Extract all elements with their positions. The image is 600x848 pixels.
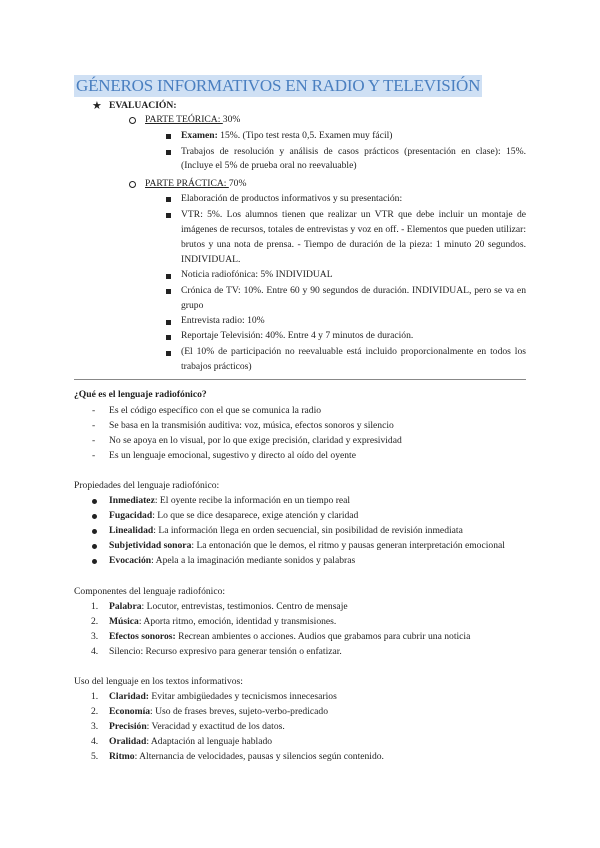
- teorica-item-bold: Examen:: [181, 130, 218, 141]
- componente-item: [109, 630, 470, 644]
- uso-number: 4.: [91, 736, 99, 747]
- uso-desc: : Alternancia de velocidades, pausas y silencios según contenido.: [134, 751, 384, 762]
- propiedad-desc: : Apela a la imaginación mediante sonidos y palabras: [151, 555, 356, 566]
- propiedad-term: Evocación: [109, 555, 152, 566]
- practica-item: Noticia radiofónica: 5% INDIVIDUAL: [181, 269, 333, 280]
- square-bullet-icon: [166, 320, 171, 325]
- square-bullet-icon: [166, 213, 171, 218]
- square-bullet-icon: [166, 150, 171, 155]
- propiedad-item: [109, 494, 350, 508]
- componente-term: Efectos sonoros:: [109, 631, 176, 642]
- uso-item: [109, 690, 337, 704]
- lenguaje-item: Es un lenguaje emocional, sugestivo y directo al oído del oyente: [109, 450, 356, 461]
- practica-item: Reportaje Televisión: 40%. Entre 4 y 7 minutos de duración.: [181, 330, 414, 341]
- uso-term: Oralidad: [109, 736, 147, 747]
- propiedad-desc: : La información llega en orden secuencial, sin posibilidad de revisión inmediata: [153, 525, 463, 536]
- teorica-item-trabajos: Trabajos de resolución y análisis de casos prácticos (presentación en clase): 15%. (Incluye el 5% de prueba oral no reevaluable): [181, 146, 526, 171]
- teorica-pct: 30%: [222, 114, 241, 125]
- practica-item: (El 10% de participación no reevaluable está incluido proporcionalmente en todos los trabajos prácticos): [181, 346, 526, 372]
- propiedad-term: Fugacidad: [109, 510, 153, 521]
- square-bullet-icon: [166, 134, 171, 139]
- uso-item: [109, 720, 285, 734]
- star-bullet-icon: ★: [92, 100, 102, 112]
- componente-item: [109, 600, 348, 614]
- page-title: GÉNEROS INFORMATIVOS EN RADIO Y TELEVISIÓN: [76, 76, 481, 95]
- uso-number: 5.: [91, 751, 99, 762]
- propiedad-item: [109, 539, 505, 553]
- uso-number: 1.: [91, 691, 99, 702]
- uso-number: 2.: [91, 706, 99, 717]
- lenguaje-heading: ¿Qué es el lenguaje radiofónico?: [74, 389, 207, 400]
- propiedad-item: [109, 509, 358, 523]
- teorica-line: [145, 113, 240, 127]
- componente-item: [109, 645, 342, 659]
- uso-desc: : Uso de frases breves, sujeto-verbo-predicado: [150, 706, 328, 717]
- uso-number: 3.: [91, 721, 99, 732]
- dash-bullet-icon: -: [92, 405, 96, 416]
- practica-item: Crónica de TV: 10%. Entre 60 y 90 segundos de duración. INDIVIDUAL, pero se va en grupo: [181, 285, 526, 311]
- round-bullet-icon: [92, 544, 97, 549]
- propiedad-item: [109, 554, 355, 568]
- uso-item: [109, 735, 272, 749]
- practica-pct: 70%: [228, 178, 247, 189]
- uso-heading: Uso del lenguaje en los textos informativos:: [74, 676, 243, 687]
- uso-term: Precisión: [109, 721, 147, 732]
- practica-item-vtr: VTR: 5%. Los alumnos tienen que realizar un VTR que debe incluir un montaje de imágenes de recursos, totales de entrevistas y voz en off. - Elementos que pueden utilizar: brutos y una nota de prensa. - Tiempo de duración de la pieza: 1 minuto 20 segundos. INDIVIDUAL.: [181, 209, 526, 265]
- propiedad-desc: : Lo que se dice desaparece, exige atención y claridad: [152, 510, 359, 521]
- componente-number: 3.: [91, 631, 99, 642]
- round-bullet-icon: [92, 499, 97, 504]
- uso-term: Claridad:: [109, 691, 149, 702]
- uso-item: [109, 705, 328, 719]
- practica-item: Elaboración de productos informativos y su presentación:: [181, 193, 403, 204]
- uso-desc: : Adaptación al lenguaje hablado: [146, 736, 273, 747]
- square-bullet-icon: [166, 335, 171, 340]
- horizontal-divider: [74, 379, 526, 380]
- uso-term: Ritmo: [109, 751, 135, 762]
- componente-number: 1.: [91, 601, 99, 612]
- propiedad-term: Linealidad: [109, 525, 154, 536]
- componente-desc: : Locutor, entrevistas, testimonios. Centro de mensaje: [141, 601, 348, 612]
- propiedad-term: Inmediatez: [109, 495, 155, 506]
- propiedad-desc: : El oyente recibe la información en un tiempo real: [154, 495, 351, 506]
- uso-desc: Evitar ambigüedades y tecnicismos innecesarios: [148, 691, 337, 702]
- uso-item: [109, 750, 384, 764]
- lenguaje-item: Se basa en la transmisión auditiva: voz, música, efectos sonoros y silencio: [109, 420, 394, 431]
- square-bullet-icon: [166, 289, 171, 294]
- teorica-label: PARTE TEÓRICA:: [145, 114, 223, 125]
- componente-desc: Silencio: Recurso expresivo para generar tensión o enfatizar.: [109, 646, 342, 657]
- propiedad-term: Subjetividad sonora: [109, 540, 192, 551]
- round-bullet-icon: [92, 529, 97, 534]
- lenguaje-item: Es el código específico con el que se comunica la radio: [109, 405, 322, 416]
- square-bullet-icon: [166, 351, 171, 356]
- uso-term: Economía: [109, 706, 151, 717]
- componente-number: 4.: [91, 646, 99, 657]
- dash-bullet-icon: -: [92, 435, 96, 446]
- teorica-item-examen: [181, 129, 392, 143]
- propiedad-desc: : La entonación que le demos, el ritmo y pausas generan interpretación emocional: [191, 540, 505, 551]
- componentes-heading: Componentes del lenguaje radiofónico:: [74, 586, 226, 597]
- propiedades-heading: Propiedades del lenguaje radiofónico:: [74, 480, 220, 491]
- componente-desc: : Aporta ritmo, emoción, identidad y transmisiones.: [138, 616, 337, 627]
- practica-label: PARTE PRÁCTICA:: [145, 178, 229, 189]
- componente-item: [109, 615, 336, 629]
- propiedad-item: [109, 524, 463, 538]
- round-bullet-icon: [92, 559, 97, 564]
- componente-number: 2.: [91, 616, 99, 627]
- uso-desc: : Veracidad y exactitud de los datos.: [146, 721, 285, 732]
- dash-bullet-icon: -: [92, 450, 96, 461]
- square-bullet-icon: [166, 274, 171, 279]
- evaluacion-heading: EVALUACIÓN:: [109, 100, 177, 111]
- componente-desc: Recrean ambientes o acciones. Audios que grabamos para cubrir una noticia: [175, 631, 471, 642]
- circle-bullet-icon: [129, 117, 136, 124]
- componente-term: Palabra: [109, 601, 142, 612]
- componente-term: Música: [109, 616, 139, 627]
- practica-item: Entrevista radio: 10%: [181, 315, 265, 326]
- lenguaje-item: No se apoya en lo visual, por lo que exige precisión, claridad y expresividad: [109, 435, 402, 446]
- practica-line: [145, 177, 246, 191]
- round-bullet-icon: [92, 514, 97, 519]
- teorica-item-text: 15%. (Tipo test resta 0,5. Examen muy fácil): [217, 130, 393, 141]
- circle-bullet-icon: [129, 181, 136, 188]
- dash-bullet-icon: -: [92, 420, 96, 431]
- square-bullet-icon: [166, 197, 171, 202]
